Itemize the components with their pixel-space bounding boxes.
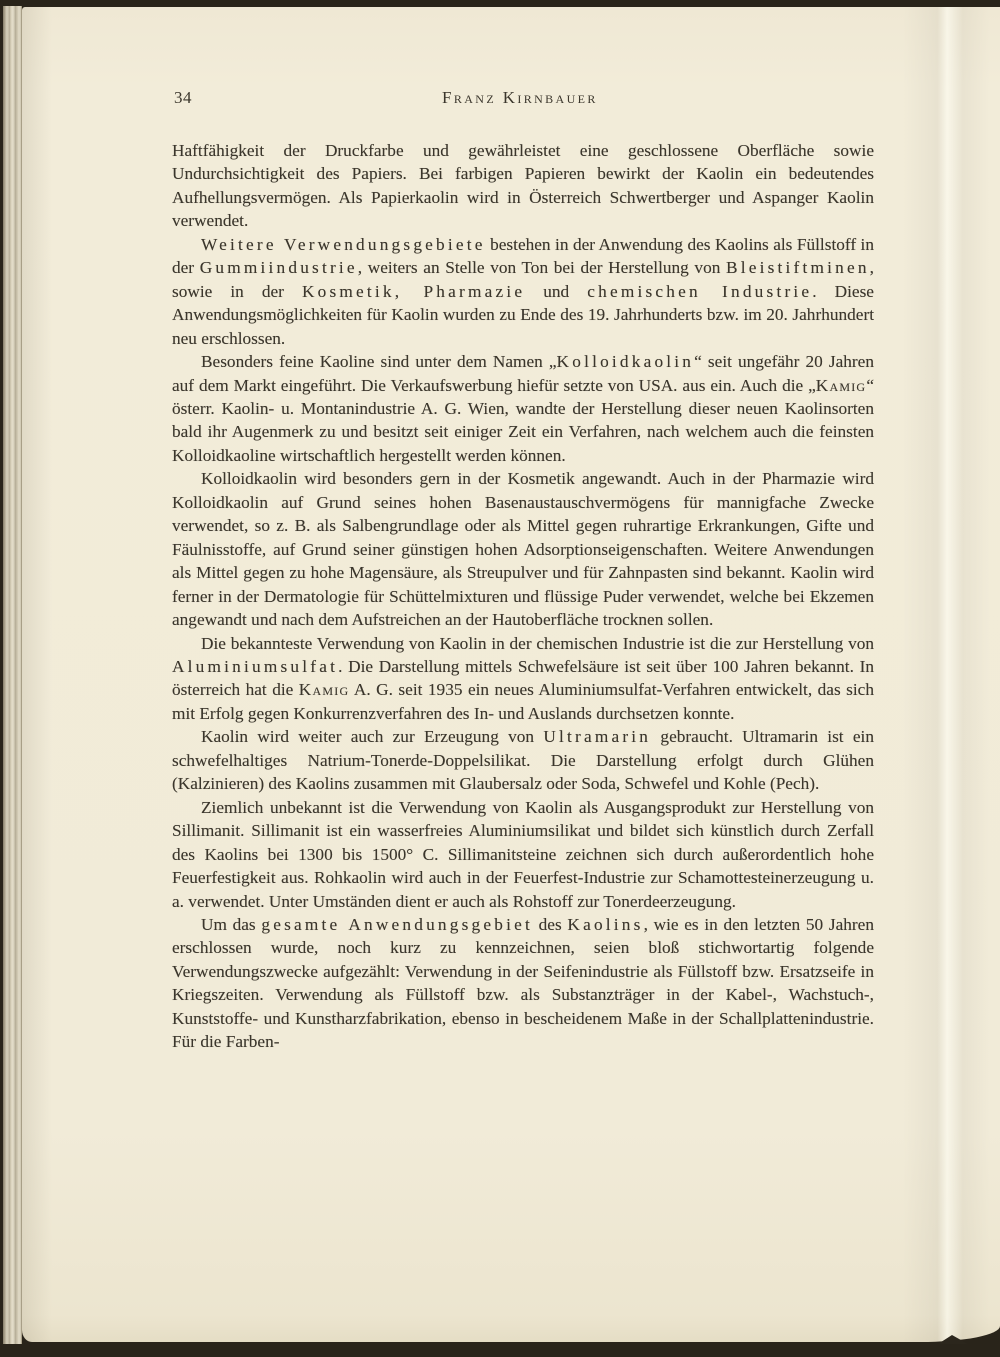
text-run-spaced: Weitere Verwendungsgebiete xyxy=(201,234,486,254)
text-block xyxy=(172,88,874,1054)
text-run: “ seit ungefähr 20 Jahren auf dem Markt eingeführt. Die Verkaufswerbung hiefür setzte von USA. aus ein. Auch die „ xyxy=(172,352,874,395)
text-run: des xyxy=(532,914,568,934)
text-run: Haftfähigkeit der Druckfarbe und gewährleistet eine geschlossene Oberfläche sowie Undurchsichtigkeit des Papiers. Bei farbigen Papieren bewirkt der Kaolin ein bedeutendes Aufhellungsvermögen. Als Papierkaolin wird in Österreich Schwertberger und Aspanger Kaolin verwendet. xyxy=(172,141,874,231)
paragraph-4 xyxy=(172,467,874,631)
text-run: Besonders feine Kaoline sind unter dem Namen „ xyxy=(201,352,557,372)
text-run-spaced: Aluminiumsulfat xyxy=(172,656,339,676)
text-run-smallcaps: Kamig xyxy=(815,375,867,395)
running-header: Franz Kirnbauer xyxy=(442,88,598,107)
paragraph-8 xyxy=(172,913,874,1054)
text-run: “ österr. Kaolin- u. Montanindustrie A. G. Wien, wandte der Herstellung dieser neuen Kaolinsorten bald ihr Augenmerk zu und besitzt seit einiger Zeit ein Verfahren, nach welchem auch die feinsten Kolloidkaoline wirtschaftlich hergestellt werden können. xyxy=(172,375,874,465)
text-run: , weiters an Stelle von Ton bei der Herstellung von xyxy=(357,258,726,278)
text-run-spaced: gesamte Anwendungsgebiet xyxy=(261,914,533,934)
paragraph-3 xyxy=(172,350,874,467)
book-page xyxy=(22,7,1000,1342)
page-crease-notch xyxy=(938,1335,968,1344)
text-run: Ziemlich unbekannt ist die Verwendung von Kaolin als Ausgangsprodukt zur Herstellung von Sillimanit. Sillimanit ist ein wasserfreies Aluminiumsilikat und bildet sich künstlich durch Zerfall des Kaolins bei 1300 bis 1500° C. Sillimanitsteine zeichnen sich durch außerordentlich hohe Feuerfestigkeit aus. Rohkaolin wird auch in der Feuerfest-Industrie zur Schamottesteinerzeugung u. a. verwendet. Unter Umständen dient er auch als Rohstoff zur Tonerdeerzeugung. xyxy=(172,797,874,911)
text-run: , sowie in der xyxy=(172,258,874,301)
text-run: A. G. seit 1935 ein neues Aluminiumsulfat-Verfahren entwickelt, das sich mit Erfolg gegen Konkurrenzverfahren des In- und Auslands durchsetzen konnte. xyxy=(172,680,874,723)
page-edge-stack xyxy=(3,6,22,1344)
text-run: , wie es in den letzten 50 Jahren erschlossen wurde, noch kurz zu kennzeichnen, seien bloß stichwortartig folgende Verwendungszwecke aufgezählt: Verwendung in der Seifenindustrie als Füllstoff bzw. Ersatzseife in Kriegszeiten. Verwendung als Füllstoff bzw. als Substanzträger in der Kabel-, Wachstuch-, Kunststoffe- und Kunstharzfabrikation, ebenso in bescheidenem Maße in der Schallplattenindustrie. Für die Farben- xyxy=(172,914,874,1052)
page-header xyxy=(172,88,874,110)
text-run: Die bekannteste Verwendung von Kaolin in der chemischen Industrie ist die zur Herstellung von xyxy=(201,633,874,653)
text-run-spaced: Kaolins xyxy=(567,914,644,934)
paragraph-6 xyxy=(172,725,874,795)
paragraph-2 xyxy=(172,233,874,350)
text-run-spaced: Bleistiftminen xyxy=(725,258,870,278)
text-run: . Die Darstellung mittels Schwefelsäure ist seit über 100 Jahren bekannt. In österreich hat die xyxy=(172,656,874,700)
text-run-spaced: chemischen Industrie xyxy=(587,281,813,301)
text-run-spaced: Kosmetik, Pharmazie xyxy=(301,281,526,301)
paragraph-5 xyxy=(172,632,874,726)
text-run-smallcaps: Kamig xyxy=(298,680,350,700)
paragraph-7 xyxy=(172,796,874,913)
text-run: und xyxy=(525,281,588,301)
text-run: bestehen in der Anwendung des Kaolins als Füllstoff in der xyxy=(172,234,874,278)
text-run: Um das xyxy=(201,914,262,934)
text-run-spaced: Ultramarin xyxy=(543,727,652,747)
text-run: gebraucht. Ultramarin ist ein schwefelhaltiges Natrium-Tonerde-Doppelsilikat. Die Darstellung erfolgt durch Glühen (Kalzinieren) des Kaolins zusammen mit Glaubersalz oder Soda, Schwefel und Kohle (Pech). xyxy=(172,727,874,794)
text-run-spaced: Gummiindustrie xyxy=(199,258,358,278)
text-run: Kaolin wird weiter auch zur Erzeugung von xyxy=(201,727,544,747)
text-run: . Diese Anwendungsmöglichkeiten für Kaolin wurden zu Ende des 19. Jahrhunderts bzw. im 20. Jahrhundert neu erschlossen. xyxy=(172,281,874,348)
paragraph-1 xyxy=(172,139,874,233)
text-run: Kolloidkaolin wird besonders gern in der Kosmetik angewandt. Auch in der Pharmazie wird Kolloidkaolin auf Grund seines hohen Basenaustauschvermögens für mannigfache Zwecke verwendet, so z. B. als Salbengrundlage oder als Mittel gegen ruhrartige Erkrankungen, Gifte und Fäulnisstoffe, auf Grund seiner günstigen hohen Adsorptionseigenschaften. Weitere Anwendungen als Mittel gegen zu hohe Magensäure, als Streupulver und für Zahnpasten sind bekannt. Kaolin wird ferner in der Dermatologie für Schüttelmixturen und flüssige Puder verwendet, welche bei Ekzemen angewandt und nach dem Aufstreichen an der Hautoberfläche trocknen sollen. xyxy=(172,469,874,630)
page-number: 34 xyxy=(174,88,193,107)
text-run-spaced: Kolloidkaolin xyxy=(556,352,695,372)
